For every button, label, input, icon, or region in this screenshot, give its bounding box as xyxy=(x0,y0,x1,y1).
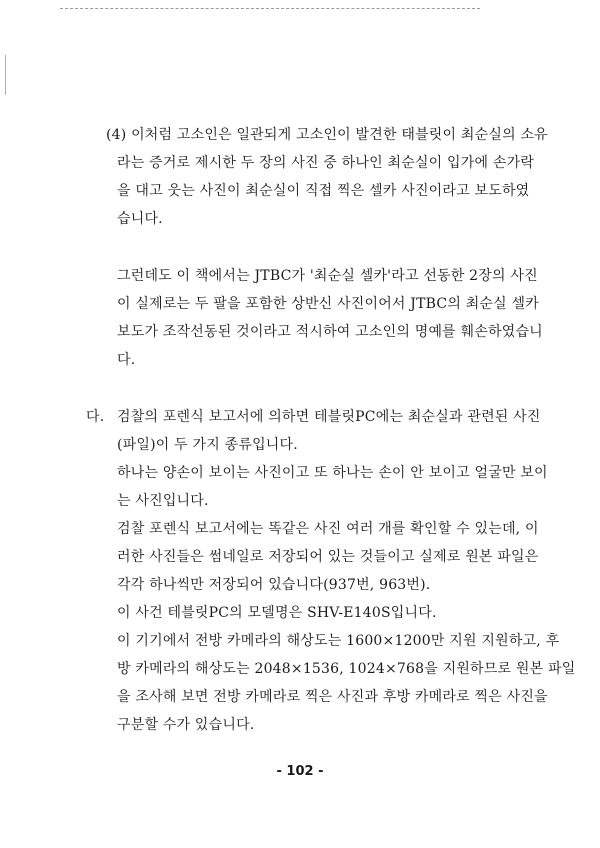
paragraph-2-line: 보도가 조작선동된 것이라고 적시하여 고소인의 명예를 훼손하였습니 xyxy=(117,324,543,340)
page-number: - 102 - xyxy=(276,764,324,779)
section-c-line: 을 조사해 보면 전방 카메라로 찍은 사진과 후방 카메라로 찍은 사진을 xyxy=(117,689,548,705)
section-c-line: 검찰의 포렌식 보고서에 의하면 테블릿PC에는 최순실과 관련된 사진 xyxy=(117,409,541,425)
section-c-line: 는 사진입니다. xyxy=(117,493,209,509)
section-c-line: 방 카메라의 해상도는 2048×1536, 1024×768을 지원하므로 원본 파일 xyxy=(117,661,576,677)
section-c-line: 이 기기에서 전방 카메라의 해상도는 1600×1200만 지원 지원하고, 후 xyxy=(117,633,560,649)
section-c-line: 구분할 수가 있습니다. xyxy=(117,717,255,733)
scan-top-edge xyxy=(60,8,480,9)
section-c-line: (파일)이 두 가지 종류입니다. xyxy=(117,437,298,453)
section-c-line: 이 사건 테블릿PC의 모델명은 SHV-E140S입니다. xyxy=(117,605,437,621)
section-c-line: 각각 하나씩만 저장되어 있습니다(937번, 963번). xyxy=(117,577,431,593)
scan-left-edge xyxy=(5,55,6,95)
section-c-line: 하나는 양손이 보이는 사진이고 또 하나는 손이 안 보이고 얼굴만 보이 xyxy=(117,465,548,481)
section-4-line: 라는 증거로 제시한 두 장의 사진 중 하나인 최순실이 입가에 손가락 xyxy=(117,155,535,171)
section-c-marker: 다. xyxy=(86,409,105,425)
section-c-line: 검찰 포렌식 보고서에는 똑같은 사진 여러 개를 확인할 수 있는데, 이 xyxy=(117,521,539,537)
section-4-line: 을 대고 웃는 사진이 최순실이 직접 찍은 셀카 사진이라고 보도하였 xyxy=(117,183,530,199)
paragraph-2-line: 그런데도 이 책에서는 JTBC가 '최순실 셀카'라고 선동한 2장의 사진 xyxy=(117,268,538,284)
paragraph-2-line: 이 실제로는 두 팔을 포함한 상반신 사진이어서 JTBC의 최순실 셀카 xyxy=(117,296,539,312)
section-4-line: (4) 이처럼 고소인은 일관되게 고소인이 발견한 태블릿이 최순실의 소유 xyxy=(106,127,548,143)
section-c-line: 러한 사진들은 썸네일로 저장되어 있는 것들이고 실제로 원본 파일은 xyxy=(117,549,539,565)
paragraph-2-line: 다. xyxy=(117,352,136,368)
section-4-line: 습니다. xyxy=(117,211,163,227)
